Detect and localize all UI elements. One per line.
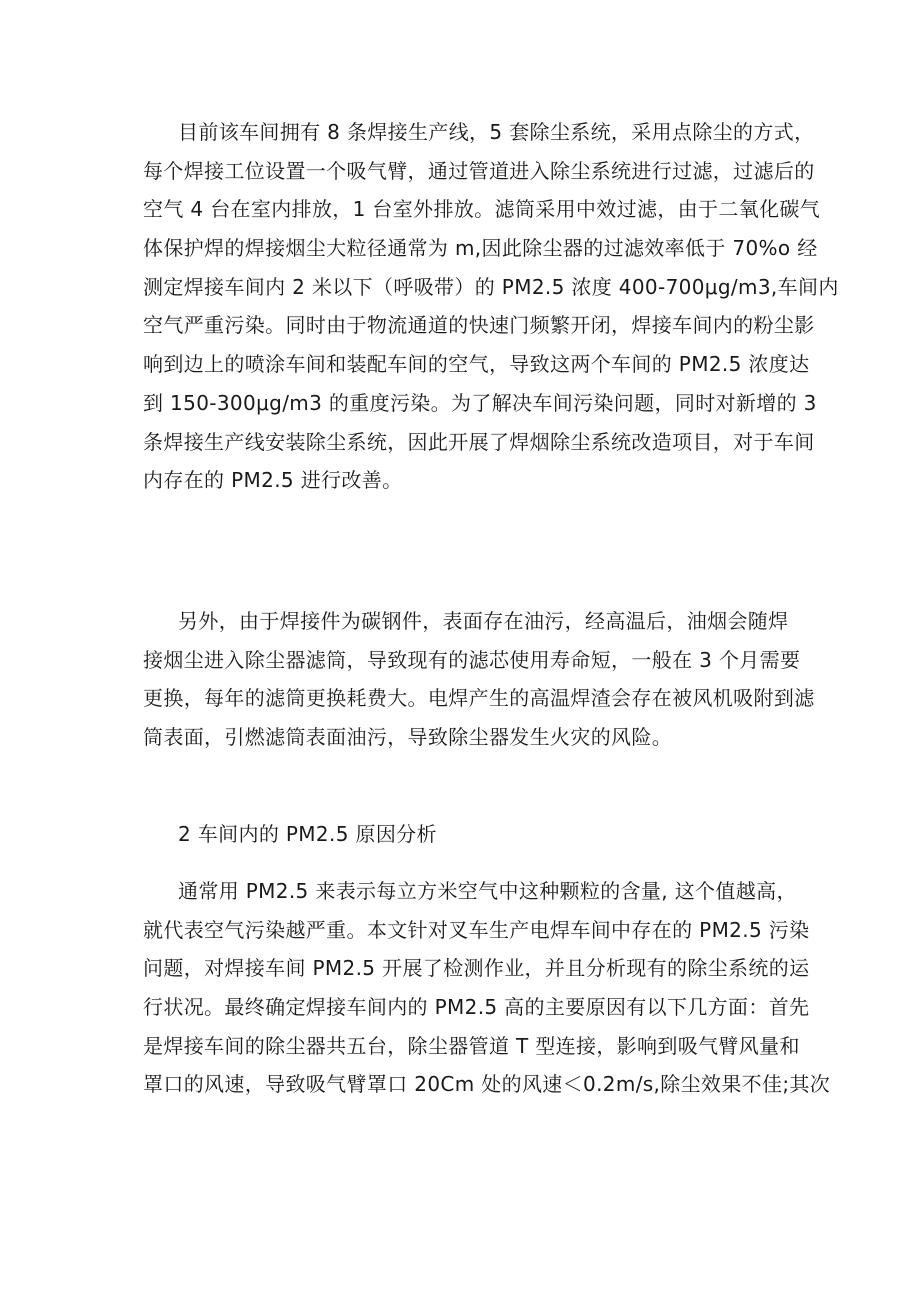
text-line: 接烟尘进入除尘器滤筒，导致现有的滤芯使用寿命短，一般在 3 个月需要: [143, 647, 801, 672]
text-line: 问题，对焊接车间 PM2.5 开展了检测作业，并且分析现有的除尘系统的运: [143, 956, 810, 981]
text-line: 响到边上的喷涂车间和装配车间的空气，导致这两个车间的 PM2.5 浓度达: [143, 352, 810, 377]
text-line: 内存在的 PM2.5 进行改善。: [143, 468, 403, 493]
text-line: 每个焊接工位设置一个吸气臂，通过管道进入除尘系统进行过滤，过滤后的: [143, 158, 815, 183]
section-heading: [143, 815, 783, 854]
text-line: 到 150-300μg/m3 的重度污染。为了解决车间污染问题，同时对新增的 3: [143, 390, 817, 415]
text-line: 就代表空气污染越严重。本文针对叉车生产电焊车间中存在的 PM2.5 污染: [143, 917, 810, 942]
text-line: 空气 4 台在室内排放，1 台室外排放。滤筒采用中效过滤，由于二氧化碳气: [143, 197, 821, 222]
text-line: 条焊接生产线安装除尘系统，因此开展了焊烟除尘系统改造项目，对于车间: [143, 429, 815, 454]
text-line: 行状况。最终确定焊接车间内的 PM2.5 高的主要原因有以下几方面：首先: [143, 995, 810, 1020]
text-line: 目前该车间拥有 8 条焊接生产线，5 套除尘系统，采用点除尘的方式，: [178, 120, 815, 144]
paragraph-cause-analysis: [143, 872, 831, 1104]
text-line: 通常用 PM2.5 来表示每立方米空气中这种颗粒的含量, 这个值越高，: [178, 879, 797, 903]
section-title: 2 车间内的 PM2.5 原因分析: [178, 822, 437, 846]
text-line: 筒表面，引燃滤筒表面油污，导致除尘器发生火灾的风险。: [143, 725, 673, 750]
text-line: 是焊接车间的除尘器共五台，除尘器管道 T 型连接，影响到吸气臂风量和: [143, 1033, 800, 1058]
paragraph-workshop-status: [143, 113, 839, 500]
text-line: 测定焊接车间内 2 米以下（呼吸带）的 PM2.5 浓度 400-700μg/m3,车间内: [143, 274, 839, 299]
text-line: 体保护焊的焊接烟尘大粒径通常为 m,因此除尘器的过滤效率低于 70%o 经: [143, 236, 818, 261]
text-line: 罩口的风速，导致吸气臂罩口 20Cm 处的风速＜0.2m/s,除尘效果不佳;其次: [143, 1072, 831, 1097]
text-line: 更换，每年的滤筒更换耗费大。电焊产生的高温焊渣会存在被风机吸附到滤: [143, 686, 815, 711]
paragraph-filter-issues: [143, 602, 815, 757]
text-line: 另外，由于焊接件为碳钢件，表面存在油污，经高温后，油烟会随焊: [178, 609, 789, 633]
text-line: 空气严重污染。同时由于物流通道的快速门频繁开闭，焊接车间内的粉尘影: [143, 313, 815, 338]
